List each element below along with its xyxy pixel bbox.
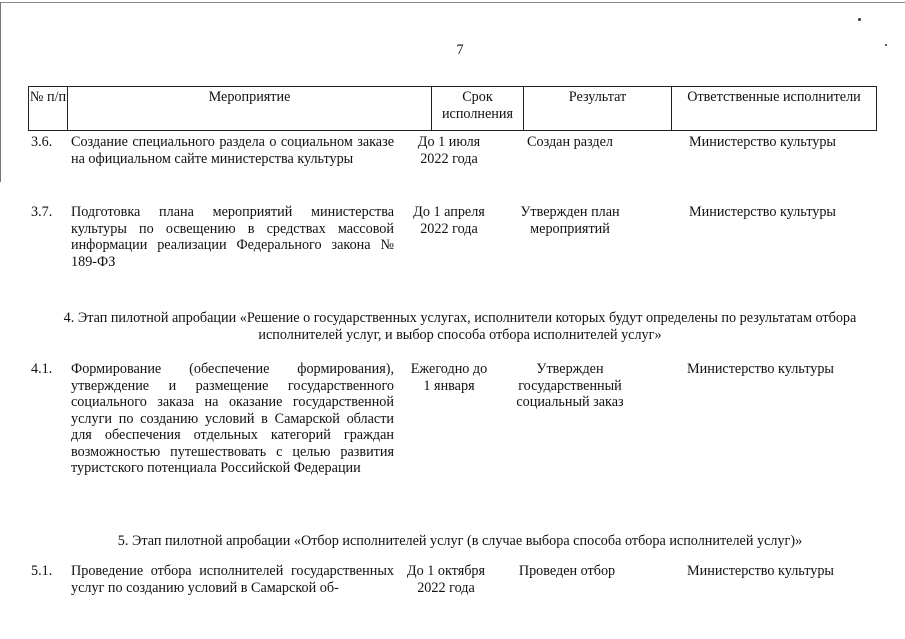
- row-responsible: Министерство культуры: [687, 361, 834, 377]
- row-number: 5.1.: [31, 563, 53, 579]
- header-num: № п/п: [29, 89, 67, 105]
- row-term: До 1 июля 2022 года: [417, 134, 481, 167]
- row-event: Подготовка плана мероприятий министерства культуры по освещению в средствах массовой информации реализации Федерального закона № 189-ФЗ: [71, 204, 394, 270]
- row-responsible: Министерство культуры: [689, 204, 836, 220]
- scan-speck: [858, 18, 861, 21]
- header-result: Результат: [523, 87, 671, 130]
- section-heading-5: 5. Этап пилотной апробации «Отбор исполнителей услуг (в случае выбора способа отбора исполнителей услуг)»: [117, 533, 803, 549]
- page-top-border: [0, 2, 905, 3]
- row-responsible: Министерство культуры: [689, 134, 836, 150]
- row-responsible: Министерство культуры: [687, 563, 834, 579]
- row-term: До 1 октября 2022 года: [406, 563, 486, 596]
- row-event: Проведение отбора исполнителей государственных услуг по созданию условий в Самарской об-: [71, 563, 394, 596]
- scan-speck: [885, 44, 887, 46]
- header-term: Срок исполнения: [431, 87, 523, 130]
- row-number: 3.6.: [31, 134, 53, 150]
- page-number: 7: [456, 42, 464, 58]
- row-result: Утвержден план мероприятий: [520, 204, 620, 237]
- row-number: 3.7.: [31, 204, 53, 220]
- row-event: Формирование (обеспечение формирования), утверждение и размещение государственного социального заказа на оказание государственной услуги по созданию условий в Самарской области для обеспечения отдельных категорий граждан возможностью путешествовать с целью развития туристского потенциала Российской Федерации: [71, 361, 394, 476]
- row-result: Создан раздел: [527, 134, 613, 150]
- row-term: До 1 апреля 2022 года: [413, 204, 485, 237]
- row-number: 4.1.: [31, 361, 53, 377]
- section-heading-4: 4. Этап пилотной апробации «Решение о государственных услугах, исполнители которых будут определены по результатам отбора исполнителей услуг, и выбор способа отбора исполнителей услуг»: [63, 310, 857, 343]
- row-result: Утвержден государственный социальный заказ: [516, 361, 624, 410]
- row-result: Проведен отбор: [518, 563, 616, 579]
- header-event: Мероприятие: [67, 87, 431, 130]
- row-term: Ежегодно до 1 января: [410, 361, 488, 394]
- page-left-border: [0, 2, 1, 182]
- header-responsible: Ответственные исполнители: [671, 87, 876, 130]
- row-event: Создание специального раздела о социальном заказе на официальном сайте министерства культуры: [71, 134, 394, 167]
- table-header: [28, 86, 877, 131]
